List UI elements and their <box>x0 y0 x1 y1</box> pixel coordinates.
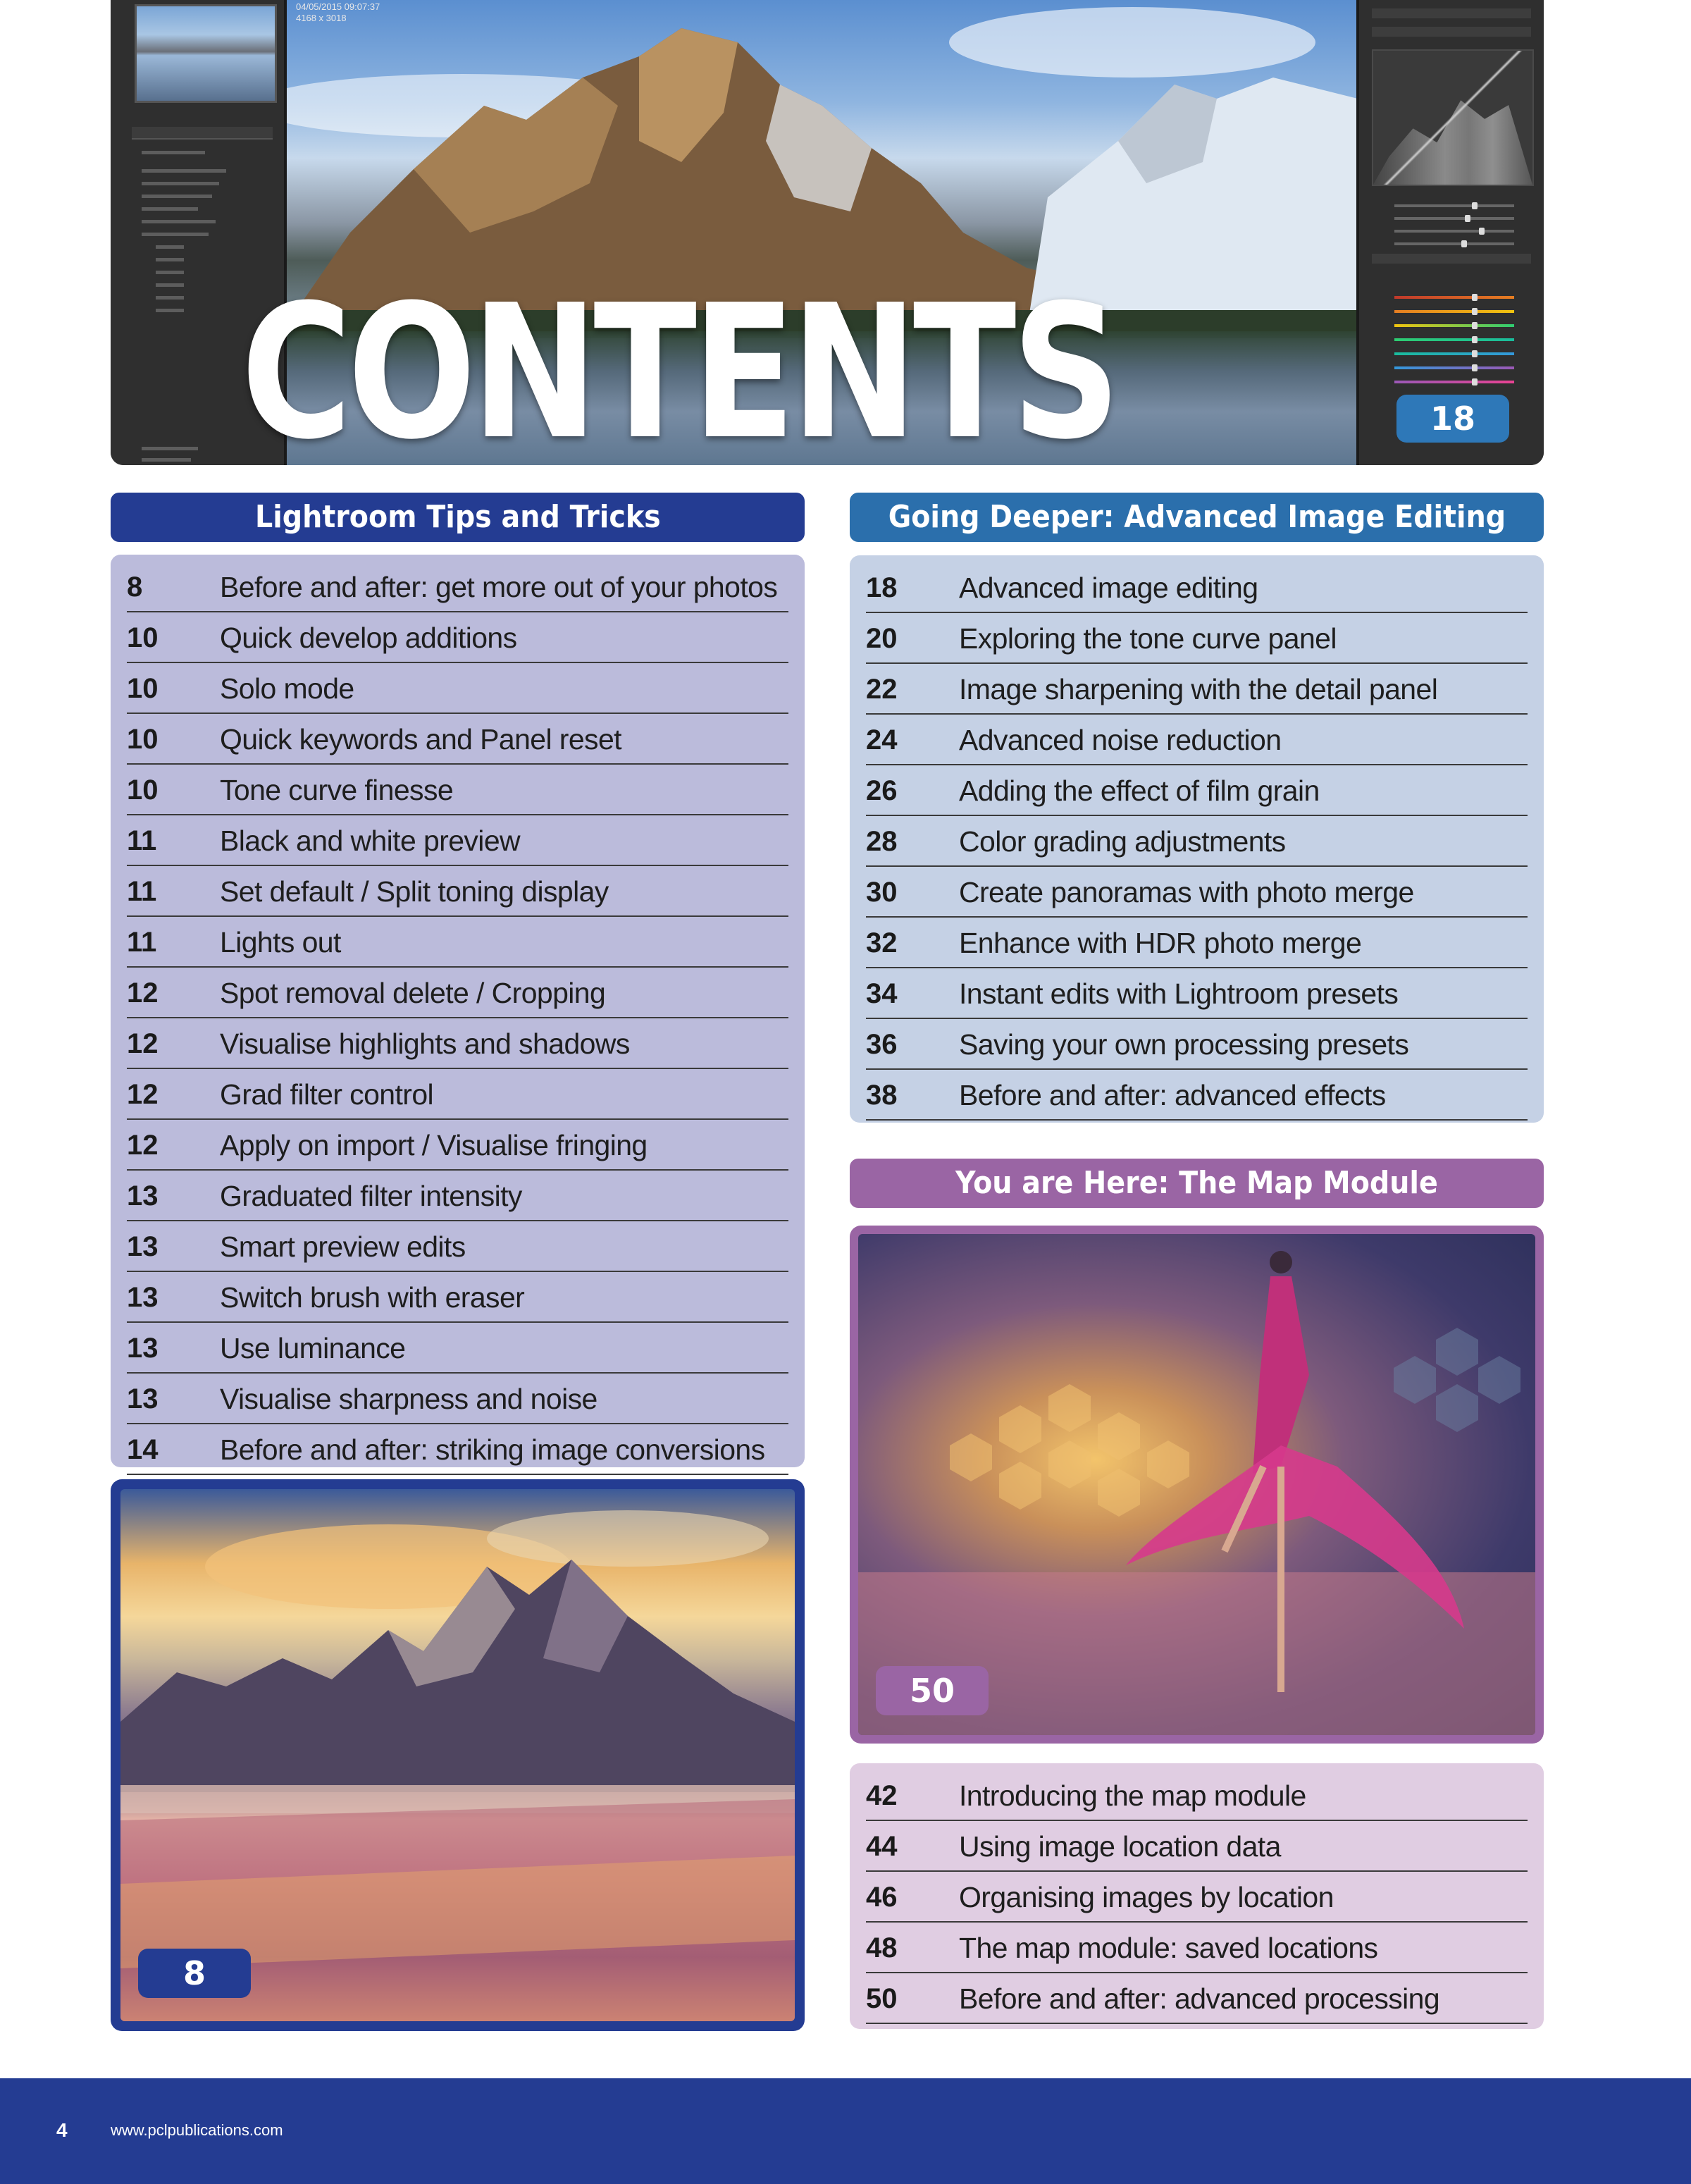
toc-entry-title: Solo mode <box>220 672 354 705</box>
toc-entry-title: Quick develop additions <box>220 622 517 654</box>
toc-page-number: 13 <box>127 1282 159 1313</box>
section-header-map-module: You are Here: The Map Module <box>850 1159 1544 1208</box>
toc-item[interactable] <box>866 1821 1528 1872</box>
fashion-page-badge: 50 <box>876 1666 989 1715</box>
toc-entry-title: The map module: saved locations <box>959 1932 1378 1964</box>
toc-entry-title: Organising images by location <box>959 1881 1334 1913</box>
toc-panel-map-module <box>850 1763 1544 2029</box>
toc-entry-title: Adding the effect of film grain <box>959 775 1320 807</box>
toc-entry-title: Exploring the tone curve panel <box>959 622 1337 655</box>
toc-page-number: 11 <box>127 825 157 856</box>
toc-entry-title: Black and white preview <box>220 825 521 857</box>
toc-item[interactable] <box>866 1923 1528 1973</box>
toc-item[interactable] <box>127 1424 788 1475</box>
toc-entry-title: Apply on import / Visualise fringing <box>220 1129 648 1161</box>
toc-page-number: 44 <box>866 1831 898 1862</box>
toc-item[interactable] <box>127 663 788 714</box>
website-link[interactable]: www.pclpublications.com <box>111 2121 283 2139</box>
toc-entry-title: Advanced noise reduction <box>959 724 1282 756</box>
toc-item[interactable] <box>127 1272 788 1323</box>
toc-page-number: 42 <box>866 1780 898 1811</box>
page-footer <box>0 2078 1691 2184</box>
fashion-illustration <box>858 1234 1535 1735</box>
toc-item[interactable] <box>127 815 788 866</box>
section-header-lightroom-tips: Lightroom Tips and Tricks <box>111 493 805 542</box>
toc-item[interactable] <box>866 613 1528 664</box>
toc-item[interactable] <box>127 1171 788 1221</box>
toc-entry-title: Before and after: striking image conversions <box>220 1433 765 1466</box>
toc-entry-title: Instant edits with Lightroom presets <box>959 977 1399 1010</box>
toc-entry-title: Before and after: get more out of your photos <box>220 571 778 603</box>
toc-page-number: 32 <box>866 927 898 958</box>
toc-entry-title: Enhance with HDR photo merge <box>959 927 1362 959</box>
toc-page-number: 13 <box>127 1180 159 1211</box>
toc-entry-title: Before and after: advanced processing <box>959 1982 1440 2015</box>
toc-item[interactable] <box>866 968 1528 1019</box>
toc-panel-going-deeper <box>850 555 1544 1123</box>
toc-entry-title: Saving your own processing presets <box>959 1028 1409 1061</box>
toc-item[interactable] <box>866 816 1528 867</box>
toc-item[interactable] <box>127 917 788 968</box>
toc-page-number: 18 <box>866 572 898 603</box>
toc-page-number: 11 <box>127 927 157 958</box>
fashion-photo <box>858 1234 1535 1735</box>
toc-page-number: 20 <box>866 623 898 654</box>
toc-item[interactable] <box>127 562 788 612</box>
toc-page-number: 12 <box>127 1079 159 1110</box>
toc-entry-title: Use luminance <box>220 1332 406 1364</box>
toc-entry-title: Set default / Split toning display <box>220 875 609 908</box>
toc-panel-lightroom-tips <box>111 555 805 1467</box>
hero-page-badge: 18 <box>1396 395 1509 443</box>
hero-banner <box>111 0 1544 465</box>
toc-page-number: 14 <box>127 1434 159 1465</box>
toc-page-number: 26 <box>866 775 898 806</box>
toc-page-number: 10 <box>127 673 159 704</box>
toc-page-number: 38 <box>866 1080 898 1111</box>
toc-item[interactable] <box>866 1872 1528 1923</box>
toc-entry-title: Graduated filter intensity <box>220 1180 522 1212</box>
toc-page-number: 22 <box>866 674 898 705</box>
toc-entry-title: Quick keywords and Panel reset <box>220 723 621 755</box>
image-metadata: 04/05/2015 09:07:37 4168 x 3018 <box>296 1 380 23</box>
toc-item[interactable] <box>866 1070 1528 1121</box>
toc-page-number: 10 <box>127 724 159 755</box>
toc-page-number: 12 <box>127 1028 159 1059</box>
toc-page-number: 28 <box>866 826 898 857</box>
toc-entry-title: Advanced image editing <box>959 572 1258 604</box>
tone-curve-graph <box>1372 49 1534 186</box>
toc-page-number: 11 <box>127 876 157 907</box>
toc-page-number: 34 <box>866 978 898 1009</box>
toc-item[interactable] <box>866 715 1528 765</box>
toc-page-number: 10 <box>127 622 159 653</box>
toc-page-number: 13 <box>127 1383 159 1414</box>
toc-page-number: 24 <box>866 724 898 755</box>
toc-entry-title: Lights out <box>220 926 341 958</box>
navigator-thumbnail <box>135 4 277 103</box>
toc-item[interactable] <box>866 1770 1528 1821</box>
toc-item[interactable] <box>127 866 788 917</box>
toc-page-number: 30 <box>866 877 898 908</box>
toc-page-number: 50 <box>866 1983 898 2014</box>
toc-item[interactable] <box>127 1069 788 1120</box>
toc-item[interactable] <box>866 562 1528 613</box>
toc-list <box>866 1770 1528 2024</box>
toc-item[interactable] <box>127 968 788 1018</box>
toc-entry-title: Color grading adjustments <box>959 825 1286 858</box>
toc-item[interactable] <box>866 918 1528 968</box>
toc-item[interactable] <box>127 612 788 663</box>
toc-entry-title: Introducing the map module <box>959 1779 1306 1812</box>
toc-page-number: 46 <box>866 1882 898 1913</box>
toc-page-number: 13 <box>127 1333 159 1364</box>
toc-entry-title: Smart preview edits <box>220 1230 466 1263</box>
toc-entry-title: Tone curve finesse <box>220 774 454 806</box>
landscape-page-badge: 8 <box>138 1949 251 1998</box>
toc-item[interactable] <box>127 714 788 765</box>
toc-item[interactable] <box>127 1323 788 1374</box>
toc-entry-title: Grad filter control <box>220 1078 434 1111</box>
toc-item[interactable] <box>866 664 1528 715</box>
toc-entry-title: Image sharpening with the detail panel <box>959 673 1438 705</box>
toc-item[interactable] <box>127 1221 788 1272</box>
toc-entry-title: Using image location data <box>959 1830 1281 1863</box>
toc-entry-title: Visualise highlights and shadows <box>220 1028 630 1060</box>
toc-entry-title: Create panoramas with photo merge <box>959 876 1414 908</box>
toc-page-number: 8 <box>127 572 143 603</box>
toc-page-number: 13 <box>127 1231 159 1262</box>
page-number: 4 <box>56 2119 68 2141</box>
toc-entry-title: Before and after: advanced effects <box>959 1079 1386 1111</box>
landscape-illustration <box>120 1489 795 2021</box>
toc-page-number: 36 <box>866 1029 898 1060</box>
toc-entry-title: Switch brush with eraser <box>220 1281 525 1314</box>
presets-panel-header <box>132 127 273 140</box>
toc-item[interactable] <box>127 1120 788 1171</box>
toc-entry-title: Spot removal delete / Cropping <box>220 977 606 1009</box>
toc-item[interactable] <box>127 1374 788 1424</box>
toc-item[interactable] <box>866 1973 1528 2024</box>
section-header-going-deeper: Going Deeper: Advanced Image Editing <box>850 493 1544 542</box>
toc-page-number: 10 <box>127 775 159 806</box>
toc-item[interactable] <box>866 765 1528 816</box>
landscape-photo <box>120 1489 795 2021</box>
toc-item[interactable] <box>866 867 1528 918</box>
toc-page-number: 12 <box>127 1130 159 1161</box>
toc-page-number: 12 <box>127 977 159 1008</box>
toc-page-number: 48 <box>866 1932 898 1963</box>
toc-list <box>866 562 1528 1121</box>
toc-item[interactable] <box>866 1019 1528 1070</box>
toc-item[interactable] <box>127 765 788 815</box>
page-title: CONTENTS <box>241 265 1117 465</box>
toc-list <box>127 562 788 1475</box>
toc-entry-title: Visualise sharpness and noise <box>220 1383 597 1415</box>
toc-item[interactable] <box>127 1018 788 1069</box>
